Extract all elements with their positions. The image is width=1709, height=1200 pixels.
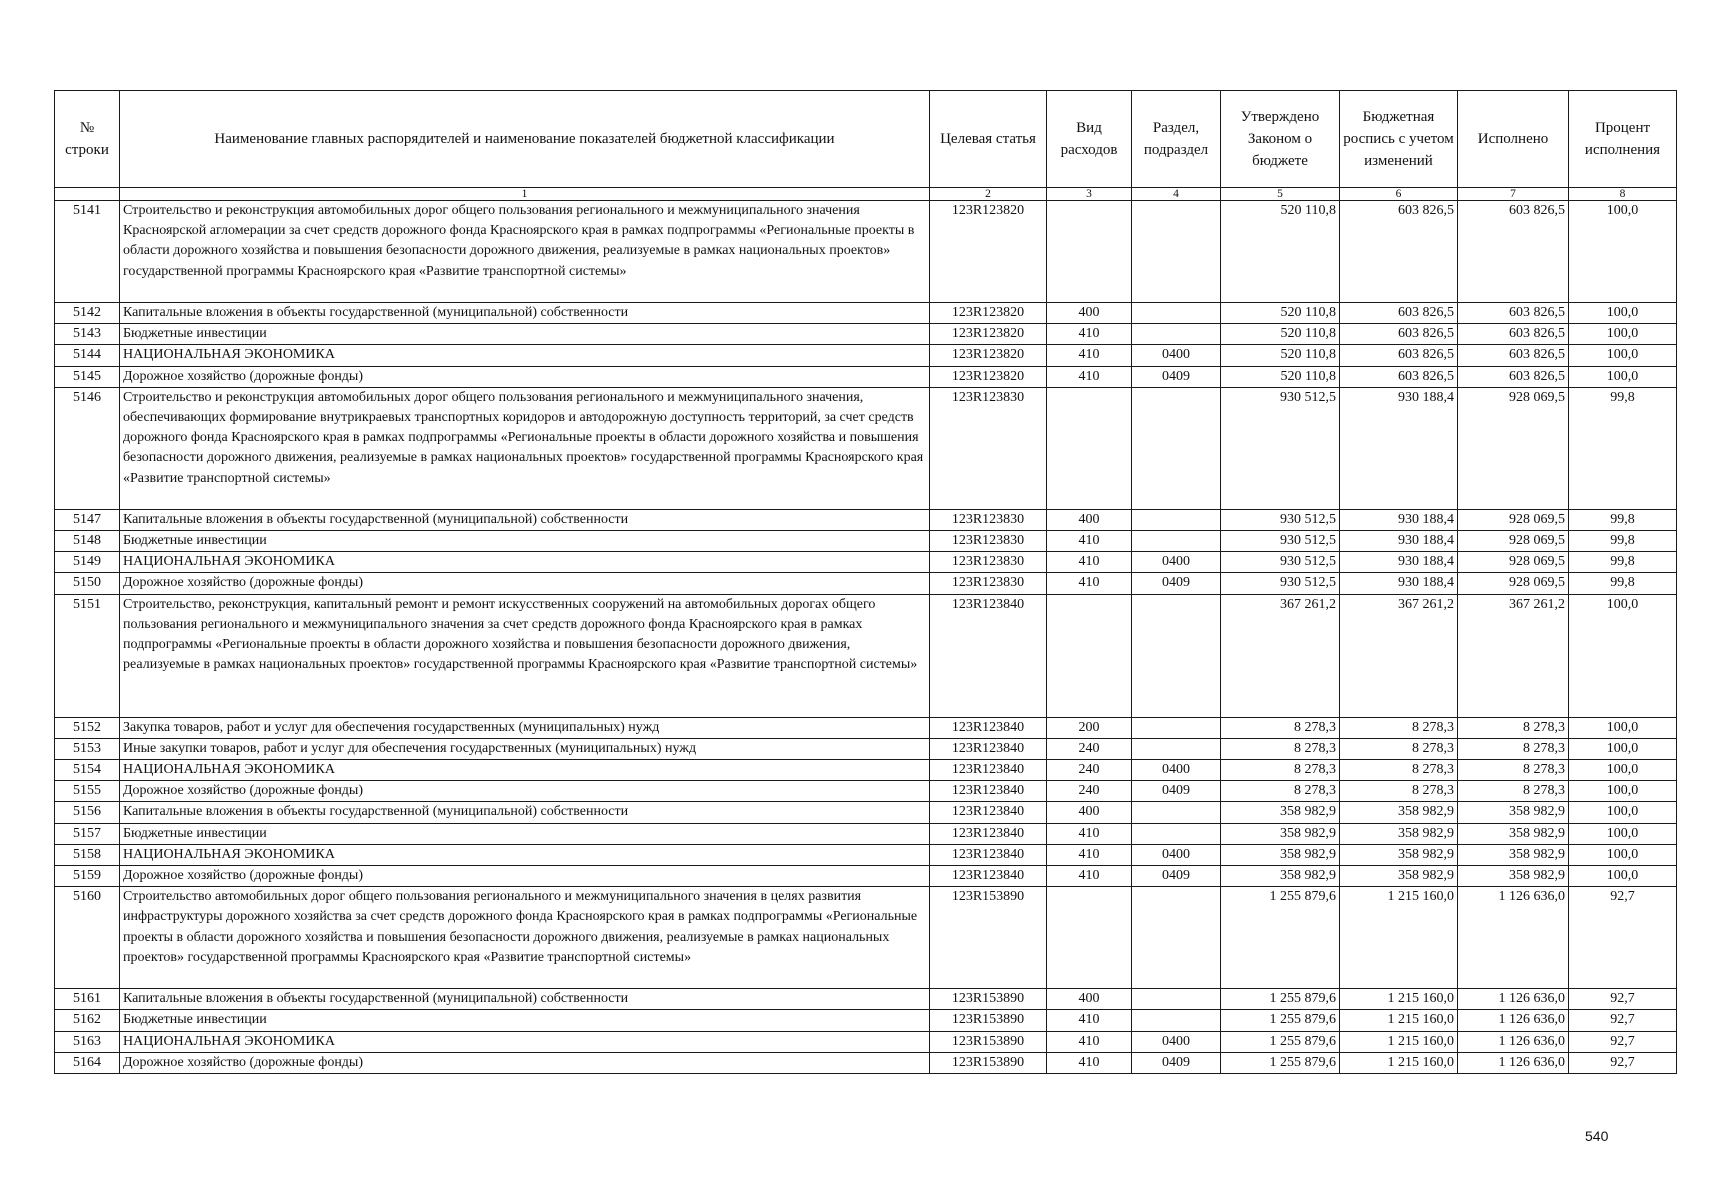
executed-amount: 358 982,9 [1458,802,1569,823]
section-code [1132,717,1221,738]
execution-percent: 92,7 [1569,1052,1677,1073]
indicator-name: Закупка товаров, работ и услуг для обеспечения государственных (муниципальных) нужд [120,717,930,738]
target-article: 123R123840 [930,760,1047,781]
approved-amount: 930 512,5 [1221,387,1340,509]
indicator-name: НАЦИОНАЛЬНАЯ ЭКОНОМИКА [120,1031,930,1052]
row-number: 5164 [55,1052,120,1073]
execution-percent: 100,0 [1569,594,1677,717]
execution-percent: 100,0 [1569,717,1677,738]
budget-plan-amount: 603 826,5 [1340,366,1458,387]
execution-percent: 100,0 [1569,781,1677,802]
approved-amount: 1 255 879,6 [1221,1031,1340,1052]
row-number: 5154 [55,760,120,781]
expense-type: 240 [1047,738,1132,759]
budget-plan-amount: 1 215 160,0 [1340,989,1458,1010]
column-number: 4 [1132,188,1221,201]
target-article: 123R123820 [930,201,1047,303]
section-code [1132,201,1221,303]
section-code [1132,1010,1221,1031]
budget-plan-amount: 603 826,5 [1340,324,1458,345]
table-row [55,738,1677,759]
target-article: 123R153890 [930,1010,1047,1031]
column-number: 2 [930,188,1047,201]
target-article: 123R123840 [930,866,1047,887]
executed-amount: 1 126 636,0 [1458,989,1569,1010]
section-code: 0409 [1132,366,1221,387]
row-number: 5156 [55,802,120,823]
expense-type: 410 [1047,366,1132,387]
expense-type: 200 [1047,717,1132,738]
column-number [55,188,120,201]
executed-amount: 603 826,5 [1458,345,1569,366]
executed-amount: 603 826,5 [1458,303,1569,324]
table-row [55,1010,1677,1031]
executed-amount: 603 826,5 [1458,324,1569,345]
approved-amount: 8 278,3 [1221,717,1340,738]
indicator-name: Строительство, реконструкция, капитальный ремонт и ремонт искусственных сооружений на автомобильных дорогах общего пользования регионального и межмуниципального значения за счет средств дорожного фонда Красноярского края в рамках подпрограммы «Региональные проекты в области дорожного хозяйства и повышения безопасности дорожного движения, реализуемые в рамках национальных проектов» государственной программы Красноярского края «Развитие транспортной системы» [120,594,930,717]
budget-plan-amount: 930 188,4 [1340,573,1458,594]
section-code: 0409 [1132,573,1221,594]
budget-plan-amount: 1 215 160,0 [1340,1010,1458,1031]
row-number: 5151 [55,594,120,717]
expense-type [1047,594,1132,717]
approved-amount: 358 982,9 [1221,802,1340,823]
section-code [1132,887,1221,989]
expense-type: 400 [1047,509,1132,530]
expense-type [1047,887,1132,989]
column-number: 7 [1458,188,1569,201]
expense-type: 410 [1047,324,1132,345]
table-row [55,201,1677,303]
target-article: 123R123840 [930,823,1047,844]
target-article: 123R123820 [930,366,1047,387]
target-article: 123R123840 [930,594,1047,717]
row-number: 5142 [55,303,120,324]
table-row [55,887,1677,989]
table-row [55,844,1677,865]
table-row [55,387,1677,509]
table-row [55,802,1677,823]
approved-amount: 1 255 879,6 [1221,887,1340,989]
target-article: 123R123830 [930,552,1047,573]
target-article: 123R123820 [930,303,1047,324]
row-number: 5155 [55,781,120,802]
table-row [55,717,1677,738]
column-number-row [55,188,1677,201]
row-number: 5153 [55,738,120,759]
table-row [55,1052,1677,1073]
approved-amount: 520 110,8 [1221,366,1340,387]
row-number: 5150 [55,573,120,594]
execution-percent: 99,8 [1569,573,1677,594]
section-code [1132,387,1221,509]
target-article: 123R123830 [930,573,1047,594]
indicator-name: Бюджетные инвестиции [120,531,930,552]
executed-amount: 8 278,3 [1458,760,1569,781]
row-number: 5145 [55,366,120,387]
indicator-name: Капитальные вложения в объекты государственной (муниципальной) собственности [120,303,930,324]
column-number: 5 [1221,188,1340,201]
section-code: 0400 [1132,844,1221,865]
expense-type: 410 [1047,573,1132,594]
header-target-article: Целевая статья [930,91,1047,188]
section-code [1132,509,1221,530]
approved-amount: 520 110,8 [1221,201,1340,303]
indicator-name: Дорожное хозяйство (дорожные фонды) [120,573,930,594]
budget-plan-amount: 930 188,4 [1340,387,1458,509]
table-row [55,531,1677,552]
indicator-name: НАЦИОНАЛЬНАЯ ЭКОНОМИКА [120,760,930,781]
budget-plan-amount: 367 261,2 [1340,594,1458,717]
expense-type: 410 [1047,345,1132,366]
table-row [55,1031,1677,1052]
approved-amount: 930 512,5 [1221,573,1340,594]
header-expense-type: Вид расходов [1047,91,1132,188]
approved-amount: 930 512,5 [1221,552,1340,573]
indicator-name: НАЦИОНАЛЬНАЯ ЭКОНОМИКА [120,844,930,865]
execution-percent: 100,0 [1569,802,1677,823]
section-code [1132,324,1221,345]
table-header-row [55,91,1677,188]
row-number: 5141 [55,201,120,303]
budget-plan-amount: 930 188,4 [1340,509,1458,530]
target-article: 123R153890 [930,989,1047,1010]
execution-percent: 100,0 [1569,324,1677,345]
target-article: 123R123840 [930,802,1047,823]
approved-amount: 520 110,8 [1221,303,1340,324]
section-code [1132,531,1221,552]
row-number: 5157 [55,823,120,844]
section-code: 0409 [1132,1052,1221,1073]
approved-amount: 367 261,2 [1221,594,1340,717]
executed-amount: 358 982,9 [1458,823,1569,844]
budget-plan-amount: 930 188,4 [1340,531,1458,552]
target-article: 123R123840 [930,717,1047,738]
executed-amount: 603 826,5 [1458,201,1569,303]
indicator-name: Дорожное хозяйство (дорожные фонды) [120,781,930,802]
approved-amount: 8 278,3 [1221,760,1340,781]
row-number: 5149 [55,552,120,573]
approved-amount: 1 255 879,6 [1221,989,1340,1010]
approved-amount: 520 110,8 [1221,345,1340,366]
execution-percent: 100,0 [1569,738,1677,759]
execution-percent: 100,0 [1569,201,1677,303]
table-body [55,201,1677,1074]
column-number: 3 [1047,188,1132,201]
page-number: 540 [1585,1128,1609,1144]
target-article: 123R123830 [930,531,1047,552]
table-row [55,345,1677,366]
expense-type: 410 [1047,823,1132,844]
target-article: 123R153890 [930,887,1047,989]
indicator-name: Дорожное хозяйство (дорожные фонды) [120,1052,930,1073]
expense-type: 410 [1047,531,1132,552]
executed-amount: 928 069,5 [1458,552,1569,573]
budget-plan-amount: 8 278,3 [1340,781,1458,802]
target-article: 123R123840 [930,844,1047,865]
table-row [55,552,1677,573]
column-number: 8 [1569,188,1677,201]
indicator-name: Капитальные вложения в объекты государственной (муниципальной) собственности [120,802,930,823]
table-row [55,760,1677,781]
expense-type: 410 [1047,1010,1132,1031]
section-code [1132,989,1221,1010]
section-code: 0400 [1132,552,1221,573]
table-row [55,594,1677,717]
expense-type: 410 [1047,552,1132,573]
approved-amount: 1 255 879,6 [1221,1052,1340,1073]
row-number: 5160 [55,887,120,989]
target-article: 123R123820 [930,324,1047,345]
execution-percent: 92,7 [1569,989,1677,1010]
budget-plan-amount: 358 982,9 [1340,866,1458,887]
indicator-name: Строительство и реконструкция автомобильных дорог общего пользования регионального и межмуниципального значения, обеспечивающих формирование внутрикраевых транспортных коридоров и автодорожную доступность территорий, за счет средств дорожного фонда Красноярского края в рамках подпрограммы «Региональные проекты в области дорожного хозяйства и повышения безопасности дорожного движения, реализуемые в рамках национальных проектов» государственной программы Красноярского края «Развитие транспортной системы» [120,387,930,509]
indicator-name: Бюджетные инвестиции [120,324,930,345]
target-article: 123R153890 [930,1031,1047,1052]
target-article: 123R123830 [930,387,1047,509]
target-article: 123R153890 [930,1052,1047,1073]
row-number: 5161 [55,989,120,1010]
table-row [55,866,1677,887]
section-code [1132,594,1221,717]
expense-type: 240 [1047,781,1132,802]
indicator-name: Капитальные вложения в объекты государственной (муниципальной) собственности [120,509,930,530]
row-number: 5152 [55,717,120,738]
approved-amount: 520 110,8 [1221,324,1340,345]
budget-plan-amount: 1 215 160,0 [1340,1052,1458,1073]
header-percent: Процент исполнения [1569,91,1677,188]
indicator-name: НАЦИОНАЛЬНАЯ ЭКОНОМИКА [120,552,930,573]
executed-amount: 928 069,5 [1458,531,1569,552]
budget-table [54,90,1677,1074]
row-number: 5158 [55,844,120,865]
indicator-name: Дорожное хозяйство (дорожные фонды) [120,366,930,387]
target-article: 123R123830 [930,509,1047,530]
budget-plan-amount: 8 278,3 [1340,717,1458,738]
indicator-name: Бюджетные инвестиции [120,1010,930,1031]
executed-amount: 603 826,5 [1458,366,1569,387]
execution-percent: 100,0 [1569,303,1677,324]
table-row [55,366,1677,387]
budget-plan-amount: 358 982,9 [1340,844,1458,865]
budget-plan-amount: 8 278,3 [1340,738,1458,759]
executed-amount: 358 982,9 [1458,844,1569,865]
table-row [55,509,1677,530]
row-number: 5163 [55,1031,120,1052]
executed-amount: 367 261,2 [1458,594,1569,717]
expense-type: 410 [1047,844,1132,865]
indicator-name: Строительство и реконструкция автомобильных дорог общего пользования регионального и межмуниципального значения Красноярской агломерации за счет средств дорожного фонда Красноярского края в рамках подпрограммы «Региональные проекты в области дорожного хозяйства и повышения безопасности дорожного движения, реализуемые в рамках национальных проектов» государственной программы Красноярского края «Развитие транспортной системы» [120,201,930,303]
execution-percent: 100,0 [1569,823,1677,844]
executed-amount: 1 126 636,0 [1458,1052,1569,1073]
indicator-name: Иные закупки товаров, работ и услуг для обеспечения государственных (муниципальных) нужд [120,738,930,759]
section-code [1132,823,1221,844]
execution-percent: 92,7 [1569,1010,1677,1031]
executed-amount: 8 278,3 [1458,717,1569,738]
header-approved: Утверждено Законом о бюджете [1221,91,1340,188]
expense-type: 400 [1047,989,1132,1010]
expense-type: 410 [1047,1031,1132,1052]
header-row-number: № строки [55,91,120,188]
execution-percent: 99,8 [1569,531,1677,552]
row-number: 5144 [55,345,120,366]
table-row [55,573,1677,594]
executed-amount: 358 982,9 [1458,866,1569,887]
executed-amount: 928 069,5 [1458,509,1569,530]
expense-type: 410 [1047,866,1132,887]
indicator-name: Капитальные вложения в объекты государственной (муниципальной) собственности [120,989,930,1010]
expense-type: 400 [1047,802,1132,823]
column-number: 6 [1340,188,1458,201]
expense-type: 400 [1047,303,1132,324]
indicator-name: НАЦИОНАЛЬНАЯ ЭКОНОМИКА [120,345,930,366]
execution-percent: 100,0 [1569,760,1677,781]
execution-percent: 99,8 [1569,552,1677,573]
executed-amount: 1 126 636,0 [1458,887,1569,989]
section-code: 0400 [1132,760,1221,781]
budget-plan-amount: 1 215 160,0 [1340,1031,1458,1052]
execution-percent: 92,7 [1569,1031,1677,1052]
budget-plan-amount: 603 826,5 [1340,201,1458,303]
section-code: 0409 [1132,781,1221,802]
section-code: 0400 [1132,345,1221,366]
table-row [55,781,1677,802]
approved-amount: 358 982,9 [1221,823,1340,844]
header-executed: Исполнено [1458,91,1569,188]
approved-amount: 358 982,9 [1221,866,1340,887]
budget-plan-amount: 603 826,5 [1340,345,1458,366]
execution-percent: 99,8 [1569,509,1677,530]
target-article: 123R123820 [930,345,1047,366]
budget-plan-amount: 930 188,4 [1340,552,1458,573]
indicator-name: Строительство автомобильных дорог общего пользования регионального и межмуниципального значения в целях развития инфраструктуры дорожного хозяйства за счет средств дорожного фонда Красноярского края в рамках подпрограммы «Региональные проекты в области дорожного хозяйства и повышения безопасности дорожного движения, реализуемые в рамках национальных проектов» государственной программы Красноярского края «Развитие транспортной системы» [120,887,930,989]
row-number: 5146 [55,387,120,509]
expense-type: 410 [1047,1052,1132,1073]
section-code [1132,802,1221,823]
executed-amount: 1 126 636,0 [1458,1031,1569,1052]
budget-plan-amount: 358 982,9 [1340,802,1458,823]
approved-amount: 1 255 879,6 [1221,1010,1340,1031]
executed-amount: 928 069,5 [1458,387,1569,509]
section-code [1132,738,1221,759]
indicator-name: Дорожное хозяйство (дорожные фонды) [120,866,930,887]
target-article: 123R123840 [930,738,1047,759]
section-code: 0400 [1132,1031,1221,1052]
row-number: 5147 [55,509,120,530]
target-article: 123R123840 [930,781,1047,802]
execution-percent: 100,0 [1569,345,1677,366]
table-row [55,303,1677,324]
budget-plan-amount: 603 826,5 [1340,303,1458,324]
approved-amount: 358 982,9 [1221,844,1340,865]
section-code: 0409 [1132,866,1221,887]
execution-percent: 99,8 [1569,387,1677,509]
executed-amount: 928 069,5 [1458,573,1569,594]
header-name: Наименование главных распорядителей и наименование показателей бюджетной классификации [120,91,930,188]
expense-type [1047,387,1132,509]
header-section: Раздел, подраздел [1132,91,1221,188]
approved-amount: 8 278,3 [1221,738,1340,759]
approved-amount: 930 512,5 [1221,509,1340,530]
budget-plan-amount: 358 982,9 [1340,823,1458,844]
approved-amount: 930 512,5 [1221,531,1340,552]
column-number: 1 [120,188,930,201]
budget-plan-amount: 8 278,3 [1340,760,1458,781]
executed-amount: 8 278,3 [1458,781,1569,802]
execution-percent: 92,7 [1569,887,1677,989]
executed-amount: 8 278,3 [1458,738,1569,759]
table-row [55,324,1677,345]
execution-percent: 100,0 [1569,866,1677,887]
expense-type [1047,201,1132,303]
table-row [55,989,1677,1010]
execution-percent: 100,0 [1569,844,1677,865]
row-number: 5148 [55,531,120,552]
header-budget-plan: Бюджетная роспись с учетом изменений [1340,91,1458,188]
row-number: 5143 [55,324,120,345]
row-number: 5159 [55,866,120,887]
expense-type: 240 [1047,760,1132,781]
budget-plan-amount: 1 215 160,0 [1340,887,1458,989]
executed-amount: 1 126 636,0 [1458,1010,1569,1031]
indicator-name: Бюджетные инвестиции [120,823,930,844]
approved-amount: 8 278,3 [1221,781,1340,802]
execution-percent: 100,0 [1569,366,1677,387]
section-code [1132,303,1221,324]
table-row [55,823,1677,844]
row-number: 5162 [55,1010,120,1031]
